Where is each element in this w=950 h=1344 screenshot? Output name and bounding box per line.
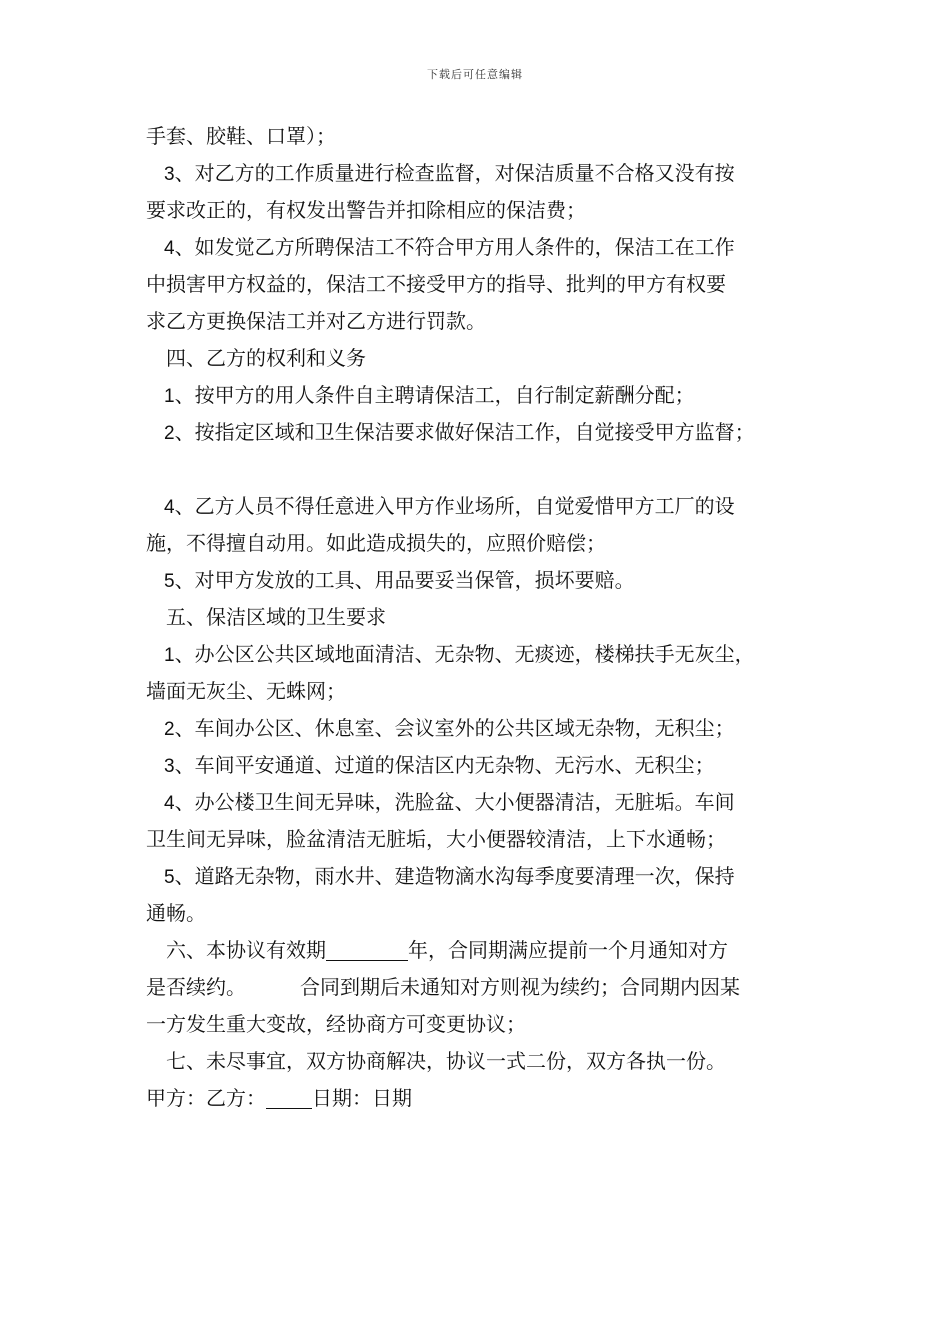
empty-line: [146, 451, 826, 488]
document-body: [146, 118, 826, 1117]
heading-text: 四、乙方的权利和义务: [166, 346, 366, 370]
text-line: [146, 673, 826, 710]
line-text: 是否续约。: [146, 975, 246, 999]
clause-number: 3: [164, 164, 175, 185]
clause-4: [146, 229, 826, 266]
party-labels: 甲方：乙方：: [146, 1086, 266, 1110]
clause-4: [146, 488, 826, 525]
text-line: [146, 192, 826, 229]
clause-2: [146, 414, 826, 451]
signature-line: [146, 1080, 826, 1117]
clause-number: 2: [164, 719, 175, 740]
clause-text: 、按甲方的用人条件自主聘请保洁工，自行制定薪酬分配；: [174, 383, 695, 407]
line-text: 合同到期后未通知对方则视为续约；合同期内因某: [300, 975, 740, 999]
clause-number: 1: [164, 386, 175, 407]
clause-5: [146, 562, 826, 599]
line-text: 求乙方更换保洁工并对乙方进行罚款。: [146, 309, 486, 333]
text-line: [146, 895, 826, 932]
section-heading-5: [146, 599, 826, 636]
text-line: [146, 303, 826, 340]
clause-1: [146, 377, 826, 414]
clause-number: 1: [164, 645, 175, 666]
clause-text: 、对甲方发放的工具、用品要妥当保管，损坏要赔。: [174, 568, 635, 592]
line-text: 墙面无灰尘、无蛛网；: [146, 679, 346, 703]
fill-in-blank-party: [266, 1086, 312, 1109]
clause-number: 5: [164, 867, 175, 888]
clause-text: 、如发觉乙方所聘保洁工不符合甲方用人条件的，保洁工在工作: [174, 235, 735, 259]
line-text: 中损害甲方权益的，保洁工不接受甲方的指导、批判的甲方有权要: [146, 272, 726, 296]
line-text: 要求改正的，有权发出警告并扣除相应的保洁费；: [146, 198, 586, 222]
date-labels: 日期：日期: [312, 1086, 412, 1110]
clause-text: 、办公楼卫生间无异味，洗脸盆、大小便器清洁，无脏垢。车间: [174, 790, 735, 814]
clause-number: 4: [164, 793, 175, 814]
clause-text: 、车间平安通道、过道的保洁区内无杂物、无污水、无积尘；: [174, 753, 715, 777]
line-text: 通畅。: [146, 901, 206, 925]
clause-text: 、车间办公区、休息室、会议室外的公共区域无杂物，无积尘；: [174, 716, 735, 740]
text-line: [146, 821, 826, 858]
clause-text: 、乙方人员不得任意进入甲方作业场所，自觉爱惜甲方工厂的设: [174, 494, 735, 518]
clause-number: 3: [164, 756, 175, 777]
heading-text: 七、未尽事宜，双方协商解决，协议一式二份，双方各执一份。: [166, 1049, 726, 1073]
clause-number: 4: [164, 238, 175, 259]
clause-text: 、对乙方的工作质量进行检查监督，对保洁质量不合格又没有按: [174, 161, 735, 185]
clause-1: [146, 636, 826, 673]
heading-text: 五、保洁区域的卫生要求: [166, 605, 386, 629]
clause-4: [146, 784, 826, 821]
clause-number: 2: [164, 423, 175, 444]
clause-text: 、道路无杂物，雨水井、建造物滴水沟每季度要清理一次，保持: [174, 864, 735, 888]
line-text: 一方发生重大变故，经协商方可变更协议；: [146, 1012, 526, 1036]
text-line: [146, 969, 826, 1006]
text-line: [146, 266, 826, 303]
text-line: [146, 118, 826, 155]
section-heading-6: [146, 932, 826, 969]
clause-text: 、按指定区域和卫生保洁要求做好保洁工作，自觉接受甲方监督；: [174, 420, 755, 444]
text-line: [146, 1006, 826, 1043]
heading-text: 六、本协议有效期: [166, 938, 326, 962]
text-line: [146, 525, 826, 562]
page-header: 下载后可任意编辑: [427, 68, 523, 81]
clause-number: 5: [164, 571, 175, 592]
clause-text: 、办公区公共区域地面清洁、无杂物、无痰迹，楼梯扶手无灰尘，: [174, 642, 755, 666]
clause-3: [146, 155, 826, 192]
line-text: 年，合同期满应提前一个月通知对方: [408, 938, 728, 962]
section-heading-7: [146, 1043, 826, 1080]
fill-in-blank-term: [326, 938, 408, 961]
clause-2: [146, 710, 826, 747]
line-text: 施，不得擅自动用。如此造成损失的，应照价赔偿；: [146, 531, 606, 555]
clause-5: [146, 858, 826, 895]
section-heading-4: [146, 340, 826, 377]
line-text: 卫生间无异味，脸盆清洁无脏垢，大小便器较清洁，上下水通畅；: [146, 827, 726, 851]
clause-3: [146, 747, 826, 784]
clause-number: 4: [164, 497, 175, 518]
line-text: 手套、胶鞋、口罩）；: [146, 124, 336, 148]
